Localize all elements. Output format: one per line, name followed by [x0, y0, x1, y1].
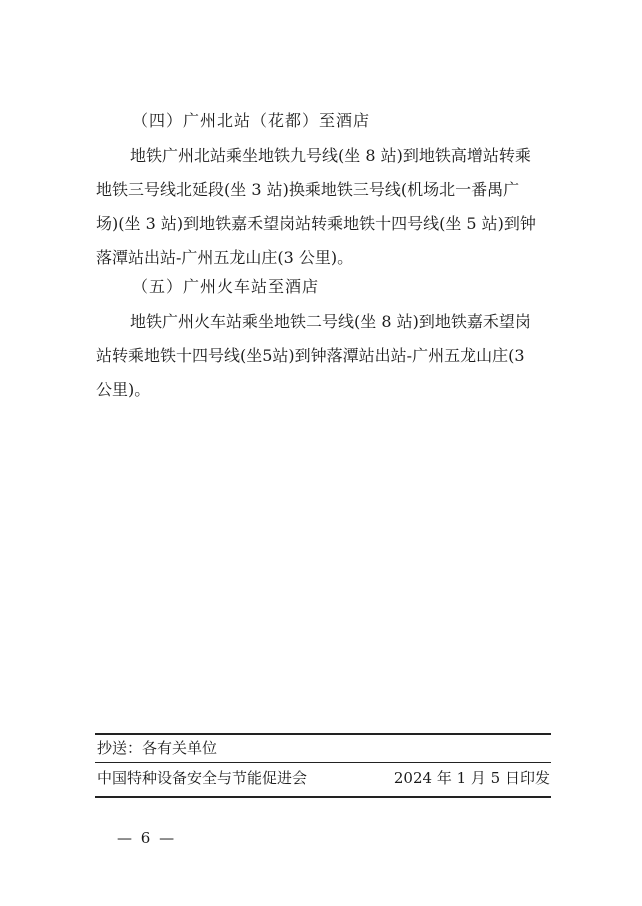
section-5-paragraph [96, 305, 552, 407]
section-5-line: 地铁广州火车站乘坐地铁二号线(坐 8 站)到地铁嘉禾望岗 [130, 312, 531, 331]
section-4-heading: （四）广州北站（花都）至酒店 [132, 111, 371, 130]
footer-middle-rule [95, 762, 551, 763]
section-4-line: 地铁广州北站乘坐地铁九号线(坐 8 站)到地铁高增站转乘 [130, 146, 531, 165]
section-5-line: 站转乘地铁十四号线(坐5站)到钟落潭站出站-广州五龙山庄(3 [96, 346, 525, 365]
footer-top-rule [95, 733, 551, 735]
section-4-line: 场)(坐 3 站)到地铁嘉禾望岗站转乘地铁十四号线(坐 5 站)到钟 [96, 214, 536, 233]
footer-bottom-rule [95, 796, 551, 798]
section-4-paragraph [96, 139, 552, 275]
section-5-line: 公里)。 [96, 380, 151, 399]
issue-date: 2024 年 1 月 5 日印发 [393, 769, 550, 787]
issuing-organization: 中国特种设备安全与节能促进会 [97, 769, 308, 787]
cc-recipients: 抄送：各有关单位 [97, 739, 218, 757]
page-number: — 6 — [117, 829, 177, 847]
section-4-line: 落潭站出站-广州五龙山庄(3 公里)。 [96, 248, 354, 267]
section-4-line: 地铁三号线北延段(坐 3 站)换乘地铁三号线(机场北一番禺广 [96, 180, 520, 199]
section-5-heading: （五）广州火车站至酒店 [132, 277, 320, 296]
